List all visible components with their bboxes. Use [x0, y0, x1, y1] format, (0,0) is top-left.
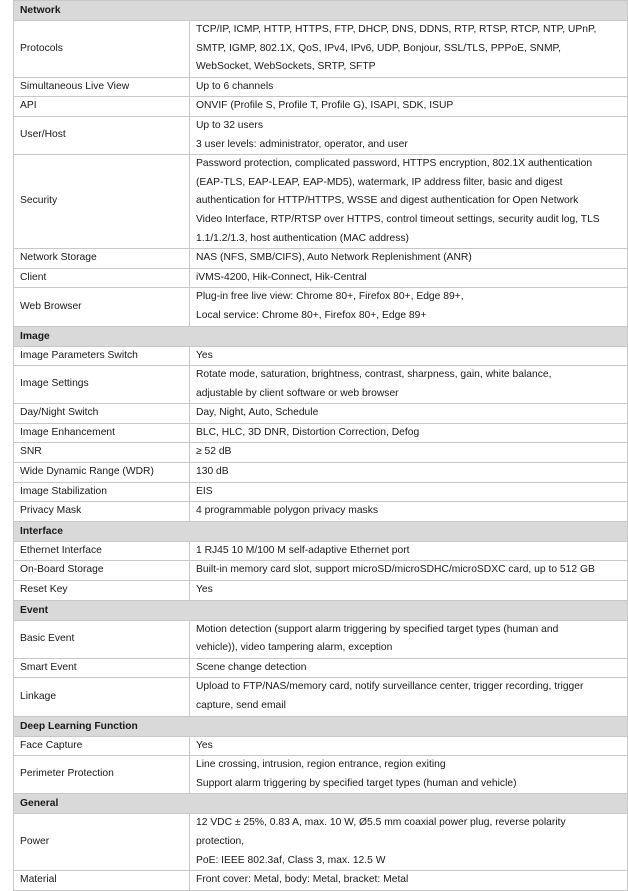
spec-value-line: iVMS-4200, Hik-Connect, Hik-Central [196, 271, 367, 283]
spec-value [190, 443, 628, 463]
spec-label: Day/Night Switch [14, 404, 190, 424]
spec-label: Material [14, 871, 190, 891]
spec-row-perimeter-protection [14, 756, 628, 794]
spec-value [190, 581, 628, 601]
spec-label: Linkage [14, 678, 190, 716]
spec-value-line: PoE: IEEE 802.3af, Class 3, max. 12.5 W [196, 854, 386, 866]
specification-table [13, 0, 628, 891]
spec-label: API [14, 97, 190, 117]
spec-row-linkage [14, 678, 628, 716]
spec-value [190, 620, 628, 658]
spec-value-line: Built-in memory card slot, support microSD/microSDHC/microSDXC card, up to 512 GB [196, 564, 595, 576]
spec-row-reset-key [14, 581, 628, 601]
spec-row-network-storage [14, 249, 628, 269]
spec-label: Perimeter Protection [14, 756, 190, 794]
spec-value [190, 678, 628, 716]
section-title: Deep Learning Function [14, 716, 628, 736]
section-title: Image [14, 326, 628, 346]
spec-value-line: Video Interface, RTP/RTSP over HTTPS, control timeout settings, security audit log, TLS [196, 213, 600, 225]
spec-label: Protocols [14, 21, 190, 78]
spec-value-line: 1.1/1.2/1.3, host authentication (MAC address) [196, 232, 409, 244]
spec-value [190, 288, 628, 326]
spec-value [190, 21, 628, 78]
spec-row-power [14, 814, 628, 871]
spec-value [190, 482, 628, 502]
spec-row-day-night-switch [14, 404, 628, 424]
specification-table-body [14, 1, 628, 891]
spec-value [190, 155, 628, 249]
spec-value [190, 116, 628, 154]
spec-value-line: 1 RJ45 10 M/100 M self-adaptive Ethernet port [196, 544, 410, 556]
spec-label: Image Settings [14, 366, 190, 404]
spec-value [190, 736, 628, 756]
spec-row-image-settings [14, 366, 628, 404]
spec-row-protocols [14, 21, 628, 78]
spec-row-user-host [14, 116, 628, 154]
spec-value-line: 3 user levels: administrator, operator, and user [196, 138, 408, 150]
spec-value-line: authentication for HTTP/HTTPS, WSSE and digest authentication for Open Network [196, 195, 579, 207]
spec-value-line: Scene change detection [196, 661, 307, 673]
spec-value-line: Support alarm triggering by specified target types (human and vehicle) [196, 777, 517, 789]
spec-label: Face Capture [14, 736, 190, 756]
spec-value-line: (EAP-TLS, EAP-LEAP, EAP-MD5), watermark, IP address filter, basic and digest [196, 176, 563, 188]
spec-value-line: Local service: Chrome 80+, Firefox 80+, Edge 89+ [196, 309, 427, 321]
spec-value-line: Plug-in free live view: Chrome 80+, Firefox 80+, Edge 89+, [196, 291, 464, 303]
spec-row-image-stabilization [14, 482, 628, 502]
spec-value [190, 502, 628, 522]
spec-label: User/Host [14, 116, 190, 154]
spec-value [190, 404, 628, 424]
spec-label: Security [14, 155, 190, 249]
section-header-image [14, 326, 628, 346]
spec-value [190, 463, 628, 483]
spec-value-line: Yes [196, 349, 213, 361]
spec-row-material [14, 871, 628, 891]
spec-label: SNR [14, 443, 190, 463]
spec-row-security [14, 155, 628, 249]
spec-row-privacy-mask [14, 502, 628, 522]
spec-value-line: Yes [196, 584, 213, 596]
spec-value-line: Up to 6 channels [196, 80, 274, 92]
spec-row-on-board-storage [14, 561, 628, 581]
spec-label: Client [14, 268, 190, 288]
spec-value-line: 12 VDC ± 25%, 0.83 A, max. 10 W, Ø5.5 mm coaxial power plug, reverse polarity [196, 817, 566, 829]
spec-row-ethernet-interface [14, 541, 628, 561]
spec-value-line: NAS (NFS, SMB/CIFS), Auto Network Replenishment (ANR) [196, 252, 472, 264]
spec-label: On-Board Storage [14, 561, 190, 581]
spec-row-basic-event [14, 620, 628, 658]
spec-value [190, 423, 628, 443]
spec-value [190, 814, 628, 871]
spec-value [190, 756, 628, 794]
spec-label: Web Browser [14, 288, 190, 326]
spec-row-client [14, 268, 628, 288]
spec-value [190, 249, 628, 269]
spec-label: Image Parameters Switch [14, 346, 190, 366]
spec-value-line: 4 programmable polygon privacy masks [196, 505, 378, 517]
spec-value-line: WebSocket, WebSockets, SRTP, SFTP [196, 61, 376, 73]
spec-value [190, 268, 628, 288]
spec-value-line: Day, Night, Auto, Schedule [196, 407, 319, 419]
section-title: Event [14, 600, 628, 620]
spec-row-image-parameters-switch [14, 346, 628, 366]
spec-value-line: Yes [196, 739, 213, 751]
spec-value-line: Up to 32 users [196, 119, 263, 131]
spec-value [190, 871, 628, 891]
spec-value-line: ONVIF (Profile S, Profile T, Profile G), ISAPI, SDK, ISUP [196, 100, 454, 112]
spec-row-web-browser [14, 288, 628, 326]
spec-value-line: Line crossing, intrusion, region entrance, region exiting [196, 759, 446, 771]
section-header-interface [14, 521, 628, 541]
spec-row-snr [14, 443, 628, 463]
spec-label: Wide Dynamic Range (WDR) [14, 463, 190, 483]
spec-label: Ethernet Interface [14, 541, 190, 561]
spec-value [190, 561, 628, 581]
spec-row-face-capture [14, 736, 628, 756]
spec-label: Network Storage [14, 249, 190, 269]
spec-value-line: vehicle)), video tampering alarm, exception [196, 642, 393, 654]
section-header-deep-learning-function [14, 716, 628, 736]
spec-value [190, 658, 628, 678]
spec-value-line: Upload to FTP/NAS/memory card, notify surveillance center, trigger recording, trigger [196, 681, 584, 693]
spec-value-line: TCP/IP, ICMP, HTTP, HTTPS, FTP, DHCP, DNS, DDNS, RTP, RTSP, RTCP, NTP, UPnP, [196, 24, 597, 35]
spec-value-line: capture, send email [196, 700, 286, 711]
spec-value-line: Rotate mode, saturation, brightness, contrast, sharpness, gain, white balance, [196, 369, 552, 381]
spec-label: Privacy Mask [14, 502, 190, 522]
spec-value-line: Motion detection (support alarm triggering by specified target types (human and [196, 623, 559, 635]
spec-row-api [14, 97, 628, 117]
section-header-general [14, 794, 628, 814]
spec-value [190, 366, 628, 404]
section-title: Network [14, 1, 628, 21]
spec-value-line: Front cover: Metal, body: Metal, bracket: Metal [196, 874, 409, 886]
spec-label: Reset Key [14, 581, 190, 601]
spec-value [190, 77, 628, 97]
spec-row-wide-dynamic-range-wdr [14, 463, 628, 483]
spec-label: Image Stabilization [14, 482, 190, 502]
spec-label: Basic Event [14, 620, 190, 658]
section-title: Interface [14, 521, 628, 541]
spec-value-line: SMTP, IGMP, 802.1X, QoS, IPv4, IPv6, UDP, Bonjour, SSL/TLS, PPPoE, SNMP, [196, 42, 561, 54]
spec-value [190, 97, 628, 117]
spec-label: Image Enhancement [14, 423, 190, 443]
spec-value [190, 346, 628, 366]
spec-value-line: 130 dB [196, 466, 229, 478]
spec-label: Power [14, 814, 190, 871]
spec-value-line: ≥ 52 dB [196, 446, 232, 458]
spec-label: Smart Event [14, 658, 190, 678]
spec-value-line: EIS [196, 485, 213, 497]
spec-row-simultaneous-live-view [14, 77, 628, 97]
spec-label: Simultaneous Live View [14, 77, 190, 97]
spec-row-image-enhancement [14, 423, 628, 443]
section-title: General [14, 794, 628, 814]
spec-value-line: adjustable by client software or web browser [196, 387, 399, 399]
spec-value-line: Password protection, complicated password, HTTPS encryption, 802.1X authentication [196, 158, 593, 170]
spec-value-line: BLC, HLC, 3D DNR, Distortion Correction, Defog [196, 426, 420, 438]
section-header-event [14, 600, 628, 620]
spec-value [190, 541, 628, 561]
spec-row-smart-event [14, 658, 628, 678]
section-header-network [14, 1, 628, 21]
spec-value-line: protection, [196, 835, 245, 847]
